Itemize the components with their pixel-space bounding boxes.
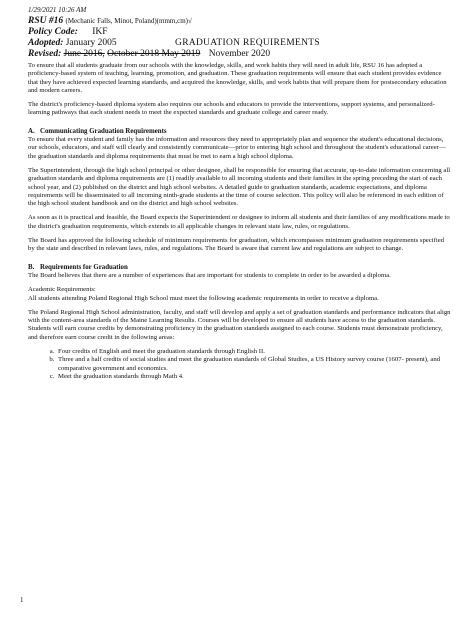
section-a-paragraph-3: As soon as it is practical and feasible, the Board expects the Superintendent or designee to inform all students and their families of any modifications made to the district's graduation requirements, which extends to all applicable changes in relevant state law, rules, or regulations. bbox=[28, 214, 450, 230]
requirements-list bbox=[28, 348, 452, 381]
intro-paragraph-1: To ensure that all students graduate from our schools with the knowledge, skills, and work habits they will need in adult life, RSU 16 has adopted a proficiency-based system of teaching, learning, promotion, and graduation. These graduation requirements will ensure that each student provides evidence that they have achieved expected learning standards, and acquired the knowledge, skills, and work habits that will prepare them for postsecondary education and modern careers. bbox=[28, 62, 447, 94]
revised-line bbox=[28, 49, 452, 60]
section-b-paragraph-3: The Poland Regional High School administration, faculty, and staff will develop and apply a set of graduation standards and performance indicators that align with the content-area standards of the Maine Learning Results. Courses will be developed to ensure all students have access to the graduation standards. Students will earn course credits by demonstrating proficiency in the graduation standards assigned to each course. Students must demonstrate proficiency, and therefore earn course credit in the following areas: bbox=[28, 308, 451, 341]
list-item: b. Three and a half credits of social studies and meet the graduation standards of Global Studies, a US History survey course (1607- present), and comparative government and economics. bbox=[56, 356, 452, 373]
policy-code-label: Policy Code: bbox=[28, 27, 78, 37]
policy-code-value: IKF bbox=[92, 27, 108, 37]
list-item: a. Four credits of English and meet the graduation standards through English II. bbox=[56, 348, 452, 356]
section-b-paragraph-1: The Board believes that there are a number of experiences that are important for students to complete in order to be awarded a diploma. bbox=[28, 271, 391, 279]
section-b-paragraph-2: Academic Requirements: All students attending Poland Regional High School must meet the following academic requirements in order to receive a diploma. bbox=[28, 286, 379, 302]
revised-current: November 2020 bbox=[208, 49, 271, 59]
section-a-title: Communicating Graduation Requirements bbox=[40, 127, 167, 135]
section-a-letter: A. bbox=[28, 127, 35, 135]
intro-paragraph-2: The district's proficiency-based diploma system also requires our schools and educators to provide the interventions, support systems, and personalized-learning pathways that each student needs to meet the expected standards and graduate college and career ready. bbox=[28, 101, 435, 117]
rsu-label: RSU #16 bbox=[28, 16, 64, 26]
rsu-line bbox=[28, 16, 452, 27]
revised-label: Revised: bbox=[28, 49, 62, 59]
adopted-value: January 2005 bbox=[65, 38, 117, 48]
list-item: c. Meet the graduation standards through Math 4. bbox=[56, 373, 452, 381]
section-b-title: Requirements for Graduation bbox=[40, 263, 128, 271]
section-a-heading bbox=[28, 128, 452, 136]
rsu-note: (Mechanic Falls, Minot, Poland)(mmm,cm)√ bbox=[65, 17, 192, 25]
revised-struck-1: June 2016, bbox=[63, 49, 105, 59]
section-b-heading bbox=[28, 264, 452, 272]
section-a-paragraph-4: The Board has approved the following schedule of minimum requirements for graduation, which encompasses minimum graduation requirements specified by the state and described in relevant laws, rules, and regulations. The Board is aware that current law and regulations are subject to change. bbox=[28, 237, 444, 253]
section-a-paragraph-2: The Superintendent, through the high school principal or other designee, shall be responsible for ensuring that accurate, up-to-date information concerning all graduation standards and diploma requirements are (1) readily available to all incoming students and their families in the spring preceding the start of each school year, and (2) published on the district and high school websites. A detailed guide to graduation standards, academic expectations, and diploma requirements will be disseminated to all incoming ninth-grade students at the time of course selection. This policy will also be referenced in each edition of the high school student handbook and on the district and high school websites. bbox=[28, 166, 451, 208]
timestamp: 1/29/2021 10:26 AM bbox=[28, 6, 87, 14]
document-title: GRADUATION REQUIREMENTS bbox=[175, 38, 320, 48]
revised-struck-2: October 2018 May 2019 bbox=[107, 49, 201, 59]
section-a-paragraph-1: To ensure that every student and family has the information and resources they need to appropriately plan and sequence the student's educational decisions, our schools, educators, and staff will clearly and consistently communicate—prior to entering high school and throughout the student's educational career—the graduation standards and diploma requirements that must be met to earn a high school diploma. bbox=[28, 136, 446, 160]
policy-code-line bbox=[28, 27, 452, 38]
adopted-label: Adopted: bbox=[28, 38, 64, 48]
page-number: 1 bbox=[20, 596, 24, 604]
section-b-letter: B. bbox=[28, 263, 35, 271]
adopted-line bbox=[28, 38, 452, 49]
